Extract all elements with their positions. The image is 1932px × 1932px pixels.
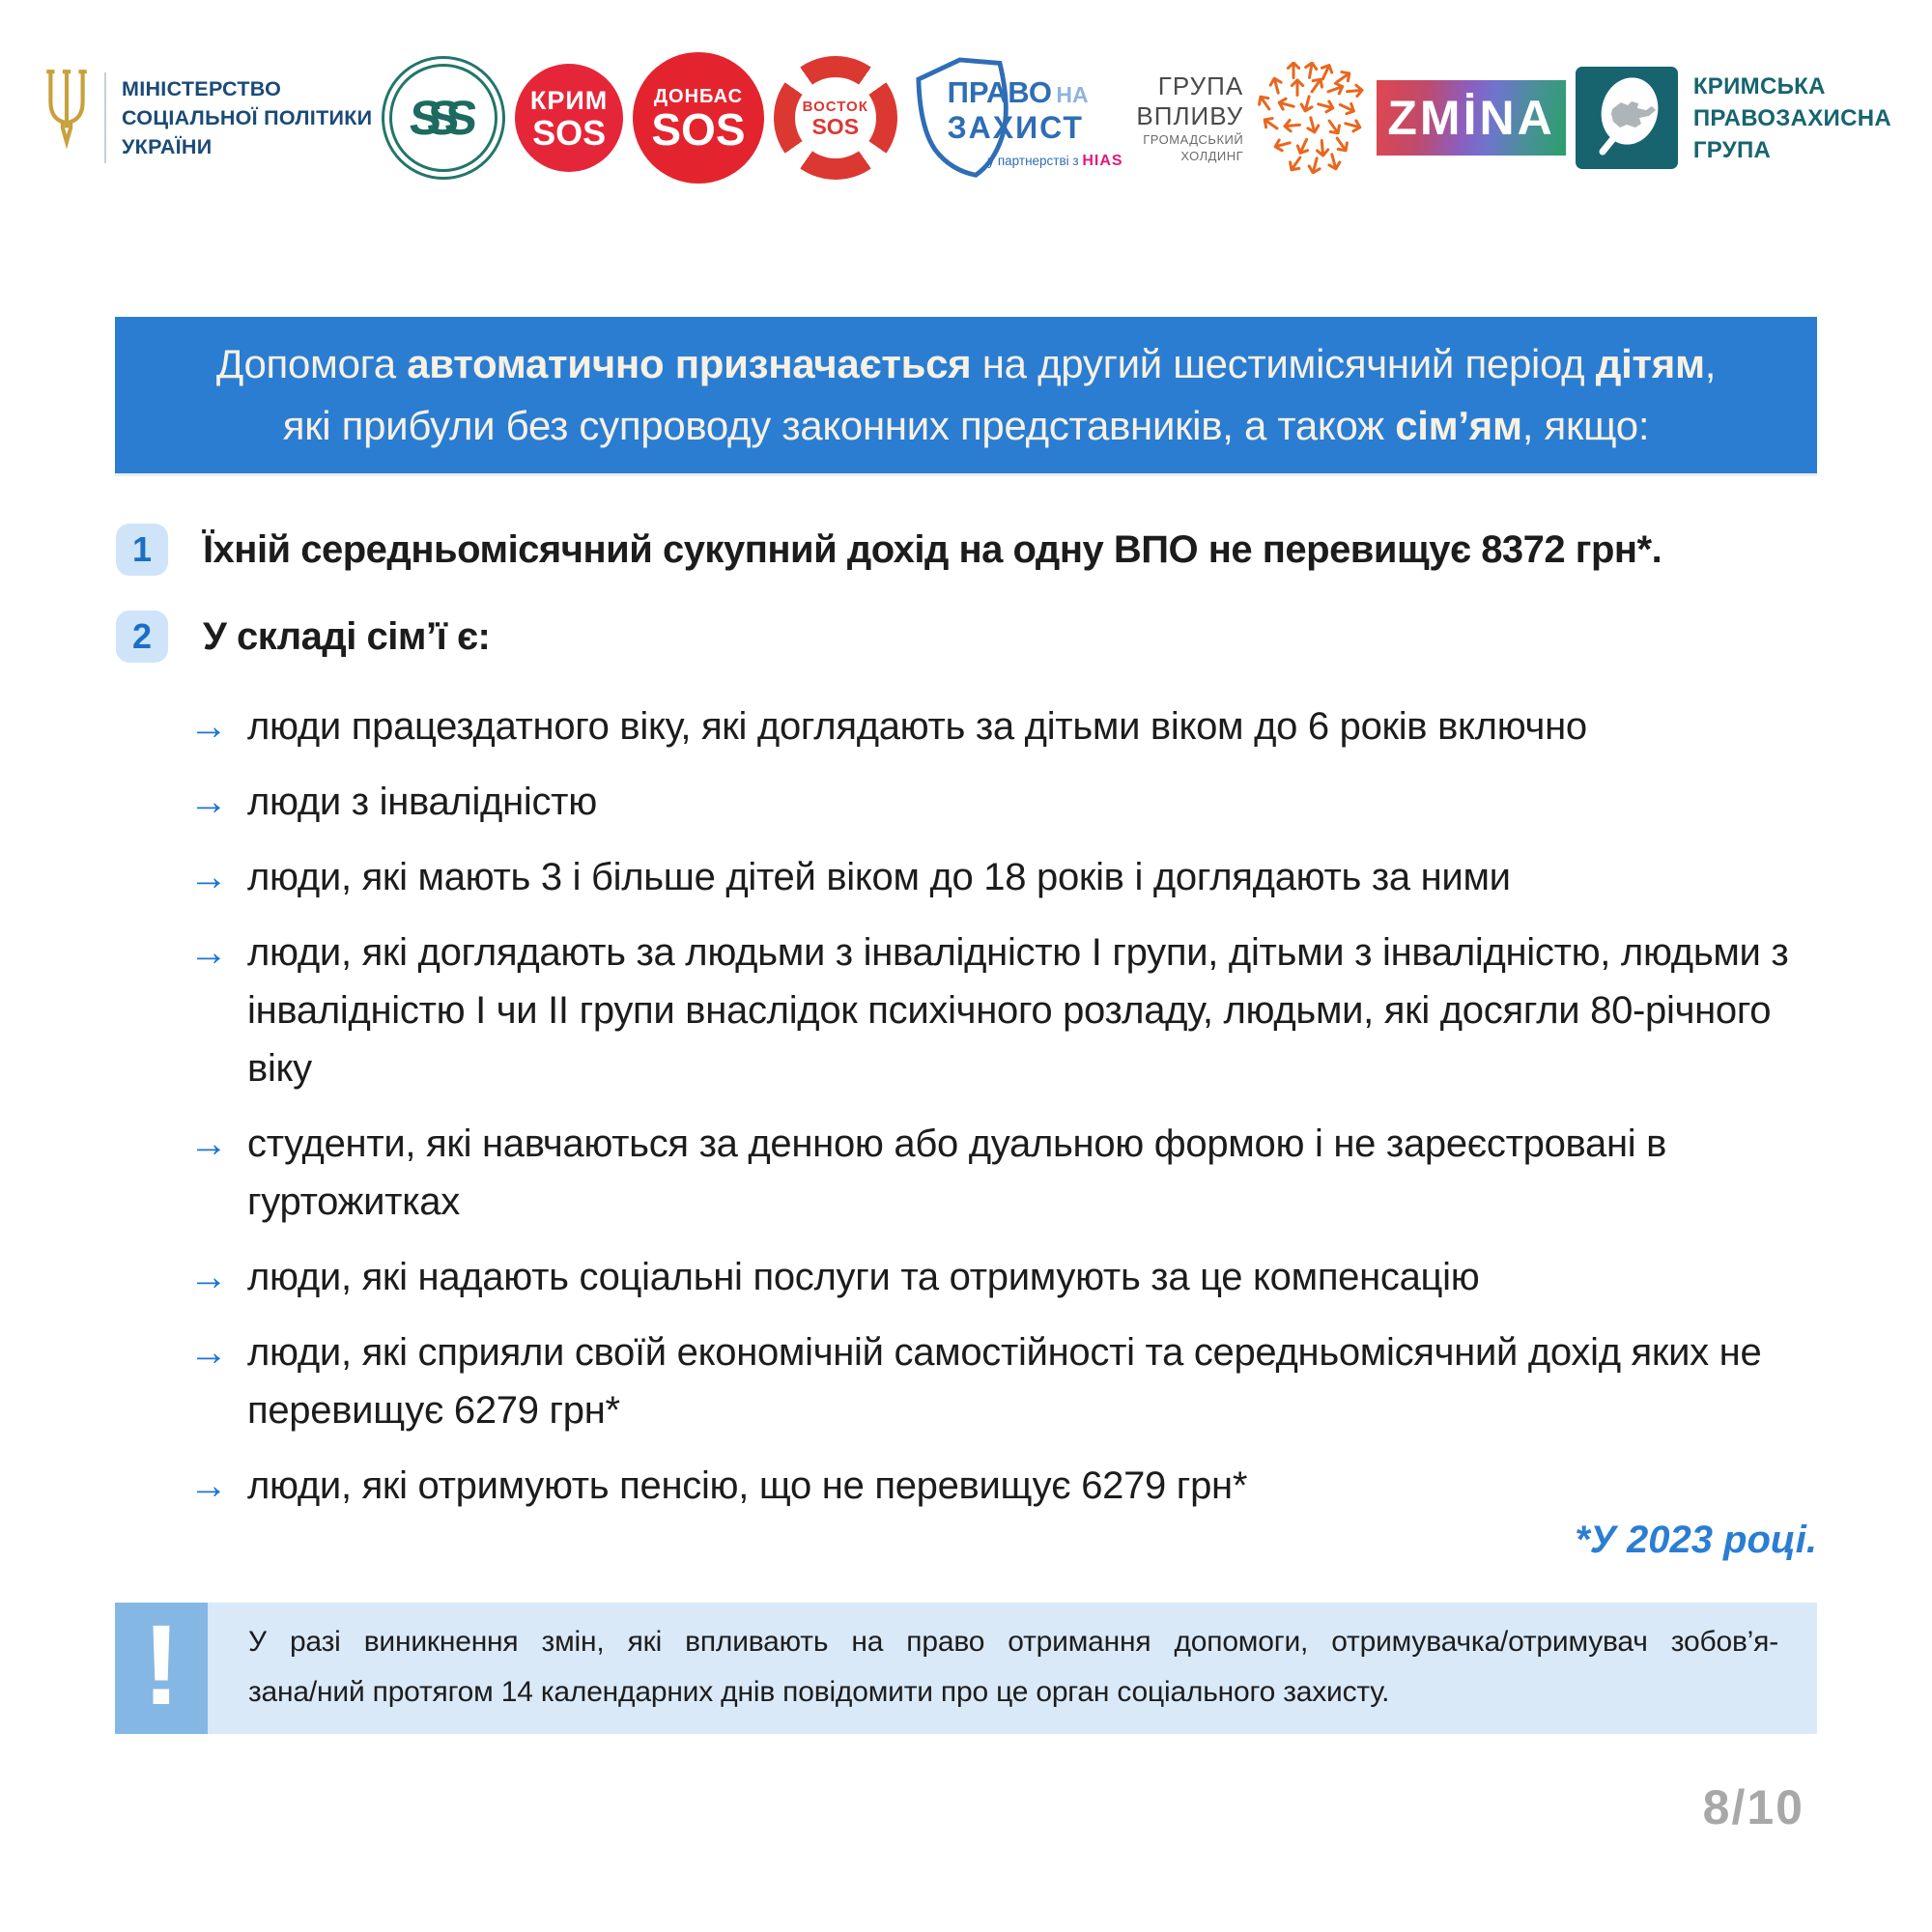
donbas-sos-text: ДОНБАС	[653, 85, 744, 107]
banner-text-bold: автоматично призначається	[407, 341, 972, 386]
logo-vostok-sos	[774, 56, 897, 180]
exclamation-icon: !	[115, 1603, 208, 1734]
bullet-text: люди, які доглядають за людьми з інвалідністю І групи, дітьми з інвалідністю, людьми з інвалідністю І чи ІІ групи внаслідок психічного розладу, людьми, які досягли 80-річного віку	[247, 931, 1789, 1090]
donbas-sos-circle-icon	[633, 52, 764, 184]
bullet-text: люди, які мають 3 і більше дітей віком до 18 років і доглядають за ними	[247, 856, 1511, 898]
banner-text-segment: на другий шестимісячний період	[971, 341, 1596, 386]
bullet-item	[189, 697, 1818, 755]
bullet-item	[189, 773, 1818, 831]
bullet-item	[189, 848, 1818, 906]
hrupa-vplyvu-text: ГРУПА	[1157, 71, 1244, 100]
hrupa-vplyvu-subtext: ГРОМАДСЬКИЙ	[1143, 132, 1244, 147]
partnership-text: у партнерстві з	[987, 154, 1079, 168]
hrupa-vplyvu-text: ВПЛИВУ	[1136, 101, 1244, 130]
krym-sos-text: КРИМ	[529, 85, 609, 115]
trident-icon	[41, 68, 93, 168]
pravo-word: ПРАВО	[947, 75, 1052, 109]
cpg-name-line: ПРАВОЗАХИСНА	[1692, 104, 1891, 131]
family-members-bullets	[189, 697, 1818, 1515]
footnote: *У 2023 році.	[1575, 1519, 1817, 1561]
bullet-arrow-icon: →	[189, 931, 228, 974]
logo-zmina	[1377, 80, 1566, 156]
bullet-arrow-icon: →	[189, 705, 228, 748]
logo-pravo-na-zakhyst	[907, 52, 1127, 184]
condition-item-2-text: У складі сім’ї є:	[203, 615, 491, 658]
arrows-cluster-icon	[1253, 62, 1367, 174]
logo-ministry-social-policy	[41, 68, 372, 168]
notice-text	[208, 1603, 1817, 1734]
partner-logos-row	[41, 50, 1891, 185]
crimea-magnifier-icon	[1576, 67, 1678, 169]
logo-sss	[382, 56, 505, 180]
krym-sos-circle-icon	[515, 64, 623, 172]
condition-item-1-text: Їхній середньомісячний сукупний дохід на одну ВПО не перевищує 8372 грн*.	[203, 528, 1662, 571]
zmina-wordmark: ZMİNA	[1387, 91, 1555, 145]
bullet-text: люди, які надають соціальні послуги та отримують за це компенсацію	[247, 1256, 1480, 1298]
bullet-item	[189, 923, 1818, 1097]
ministry-name-line: МІНІСТЕРСТВО	[122, 77, 282, 100]
logo-divider	[104, 72, 106, 163]
bullet-item	[189, 1457, 1818, 1515]
cpg-name-line: КРИМСЬКА	[1692, 72, 1826, 99]
notice-box	[115, 1603, 1817, 1734]
ministry-name	[122, 74, 372, 161]
logo-donbas-sos	[633, 52, 764, 184]
bullet-arrow-icon: →	[189, 1331, 228, 1374]
na-word: НА	[1056, 82, 1089, 107]
logo-crimean-human-rights-group	[1576, 67, 1891, 169]
banner-text-bold: сім’ям	[1395, 403, 1522, 448]
banner-text-segment: , якщо:	[1521, 403, 1650, 448]
item-number-badge-2: 2	[116, 611, 168, 663]
ministry-name-line: СОЦІАЛЬНОЇ ПОЛІТИКИ	[122, 106, 373, 129]
bullet-arrow-icon: →	[189, 781, 228, 823]
sss-letters: SSS	[407, 91, 467, 145]
bullet-item	[189, 1323, 1818, 1439]
page-indicator: 8/10	[1702, 1780, 1804, 1834]
krym-sos-text: SOS	[532, 112, 607, 153]
banner-text-segment: ,	[1704, 341, 1717, 386]
condition-item-2	[116, 611, 1818, 663]
sss-circle-icon	[382, 56, 505, 180]
vostok-sos-text: ВОСТОК	[802, 98, 868, 115]
hrupa-vplyvu-subtext: ХОЛДИНГ	[1180, 149, 1244, 163]
item-number-badge-1: 1	[116, 524, 168, 576]
logo-krym-sos	[515, 64, 623, 172]
zakhyst-word: ЗАХИСТ	[947, 110, 1084, 145]
bullet-arrow-icon: →	[189, 856, 228, 898]
bullet-text: люди працездатного віку, які доглядають за дітьми віком до 6 років включно	[247, 705, 1587, 748]
donbas-sos-text: SOS	[651, 103, 746, 155]
conditions-list	[116, 524, 1818, 1532]
logo-hrupa-vplyvu	[1136, 62, 1367, 174]
bullet-text: люди з інвалідністю	[247, 781, 597, 823]
banner-text-segment: які прибули без супроводу законних представників, а також	[282, 403, 1396, 448]
banner-line-1	[216, 333, 1716, 395]
banner-text-segment: Допомога	[215, 341, 408, 386]
bullet-arrow-icon: →	[189, 1122, 228, 1165]
hias-wordmark: HIAS	[1082, 153, 1123, 169]
notice-text-line: зана/ний протягом 14 календарних днів повідомити про це орган соціального захисту.	[248, 1676, 1390, 1708]
bullet-text: студенти, які навчаються за денною або дуальною формою і не зареєстровані в гуртожитках	[247, 1122, 1667, 1223]
banner-line-2	[283, 395, 1649, 457]
banner-text-bold: дітям	[1595, 341, 1705, 386]
cpg-name-line: ГРУПА	[1692, 136, 1772, 163]
bullet-item	[189, 1248, 1818, 1306]
notice-text-line: У разі виникнення змін, які впливають на право отримання допомоги, отримувачка/отримувач зобов’я-	[248, 1626, 1778, 1658]
bullet-arrow-icon: →	[189, 1256, 228, 1298]
vostok-sos-text: SOS	[811, 113, 860, 139]
condition-item-1	[116, 524, 1818, 576]
bullet-text: люди, які сприяли своїй економічній самостійності та середньомісячний дохід яких не перевищує 6279 грн*	[247, 1331, 1762, 1432]
bullet-text: люди, які отримують пенсію, що не перевищує 6279 грн*	[247, 1464, 1248, 1507]
headline-banner	[115, 317, 1817, 473]
lifebuoy-icon	[774, 56, 897, 180]
bullet-item	[189, 1115, 1818, 1231]
bullet-arrow-icon: →	[189, 1464, 228, 1507]
ministry-name-line: УКРАЇНИ	[122, 135, 213, 158]
